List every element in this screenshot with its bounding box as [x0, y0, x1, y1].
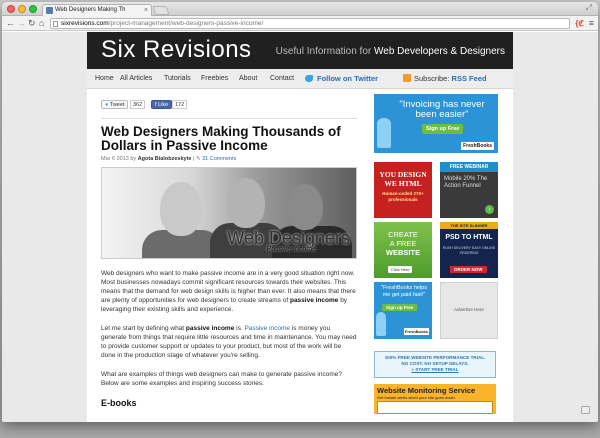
green-website: WEBSITE: [385, 248, 421, 257]
like-label: Like: [158, 102, 169, 108]
p1-text-b: by leveraging their existing skills and experience.: [101, 297, 348, 313]
monitor-screenshot: [377, 401, 493, 414]
psd-title: PSD TO HTML: [445, 234, 493, 241]
paragraph-1: [101, 269, 357, 314]
back-arrow-icon[interactable]: ←: [6, 18, 15, 28]
p2-text-c: is money you generate from things that require little resources and time in maintenance. You may need to provide customer support or updates to your product, but most of the work will be done in the production stage of whatever you're selling.: [101, 325, 357, 359]
psd-order-button[interactable]: ORDER NOW: [450, 266, 487, 273]
tweet-label: Tweet: [109, 102, 125, 108]
paragraph-2: [101, 324, 357, 360]
ad-performance-trial[interactable]: [374, 351, 496, 378]
ad-webinar[interactable]: [440, 162, 498, 218]
site-nav: [87, 69, 513, 89]
web-page: [87, 32, 513, 422]
divider: [101, 118, 357, 119]
advertise-label: Advertise Here: [454, 307, 484, 312]
ad-psd-to-html[interactable]: [440, 222, 498, 278]
nav-home[interactable]: Home: [95, 75, 114, 82]
ad-create-website[interactable]: [374, 222, 432, 278]
mascot-icon: [377, 118, 391, 148]
article-date: Mar 6 2013 by: [101, 156, 138, 162]
like-button[interactable]: [151, 100, 172, 109]
perf-line-1: 100% FREE WEBSITE PERFORMANCE TRIAL.: [384, 355, 486, 360]
invoice-signup-button[interactable]: Sign up Free: [422, 124, 463, 134]
article: [101, 90, 357, 408]
freshbooks-logo: FreshBooks: [463, 143, 492, 149]
scroll-to-top-icon[interactable]: [581, 406, 590, 414]
p2-text-a: Let me start by defining what: [101, 325, 186, 332]
minimize-window-button[interactable]: [18, 5, 26, 13]
monitor-title: Website Monitoring Service: [377, 386, 476, 395]
perf-line-2: NO COST. NO SETUP DELAYS.: [401, 361, 469, 366]
section-heading-ebooks: E-books: [101, 398, 137, 408]
paragraph-3: What are examples of things web designers can make to generate passive income? Below are some examples and inspiring success stories.: [101, 371, 342, 387]
forward-arrow-icon[interactable]: →: [17, 18, 26, 28]
webinar-header: FREE WEBINAR: [440, 162, 498, 172]
nav-freebies[interactable]: Freebies: [201, 75, 229, 82]
p1-bold: passive income: [289, 297, 339, 304]
extension-icon[interactable]: {ℭ: [575, 19, 584, 28]
page-icon: [53, 21, 58, 27]
reload-icon[interactable]: ↻: [28, 18, 36, 28]
address-bar[interactable]: [50, 18, 570, 29]
green-create: CREATE: [388, 230, 418, 239]
p2-text-b: is.: [234, 325, 245, 332]
rss-feed-link[interactable]: RSS Feed: [451, 74, 487, 83]
ad-grid: [374, 162, 514, 339]
freshbooks-small-logo: FreshBooks: [404, 329, 428, 334]
twitter-link[interactable]: [305, 74, 378, 83]
nav-all-articles[interactable]: All Articles: [120, 75, 153, 82]
freshbooks-ad[interactable]: [374, 94, 498, 153]
fb-quote: "FreshBooks helps me get paid fast!": [381, 285, 427, 298]
twitter-bird-icon: [305, 75, 313, 82]
comments-link[interactable]: 31 Comments: [202, 156, 237, 162]
nav-about[interactable]: About: [239, 75, 258, 82]
fullscreen-icon[interactable]: ⤢: [585, 3, 592, 12]
arrow-right-icon: ›: [485, 205, 494, 214]
tweet-button[interactable]: [101, 100, 128, 109]
passive-income-link[interactable]: Passive income: [244, 325, 290, 332]
red-ad-headline: YOU DESIGN WE HTML: [379, 170, 427, 188]
nav-contact[interactable]: Contact: [270, 75, 295, 82]
person-2-face: [227, 178, 265, 228]
url-host: sixrevisions.com: [61, 20, 109, 27]
tagline-part1: Useful Information for: [275, 46, 374, 57]
content-area: [87, 90, 513, 422]
person-1-face: [160, 182, 202, 236]
nav-tutorials[interactable]: Tutorials: [164, 75, 191, 82]
hero-subtitle: Passive Income: [266, 246, 316, 253]
ad-you-design[interactable]: [374, 162, 432, 218]
hero-image: [101, 167, 357, 259]
browser-toolbar: [2, 16, 598, 31]
monitor-subtext: Get instant alerts when your site goes down.: [377, 395, 456, 400]
favicon-icon: [46, 7, 53, 14]
tagline-part2: Web Developers & Designers: [374, 46, 505, 57]
rss-icon: [403, 74, 411, 82]
bird-small-icon: ●: [105, 102, 109, 108]
site-tagline: [276, 46, 505, 57]
invoice-quote: "Invoicing has never been easier": [399, 99, 485, 120]
green-ad-text: [376, 230, 430, 257]
p1-text-a: Web designers who want to make passive income are in a very good situation right now. Most businesses nowadays commit significant resources towards their websites. This means that the demand for web design skills is higher than ever. It also means that there are plenty of opportunities for web designers to create streams of: [101, 270, 356, 304]
share-row: [101, 90, 357, 114]
p2-bold: passive income: [185, 325, 235, 332]
mascot-small-icon: [376, 312, 386, 336]
tweet-count: 362: [130, 100, 145, 109]
fb-signup-button[interactable]: Sign up Free: [382, 304, 417, 311]
green-ad-button[interactable]: Click Here: [388, 266, 412, 273]
ad-website-monitoring[interactable]: [374, 384, 496, 414]
tab-close-icon[interactable]: ×: [143, 7, 148, 14]
tab-title: Web Designers Making Th: [55, 7, 126, 13]
like-count: 172: [172, 100, 187, 109]
article-meta: Mar 6 2013 by Agota Bialobzeskyte | ✎ 31 Comments: [101, 156, 237, 162]
perf-start-trial-link[interactable]: » START FREE TRIAL: [411, 367, 459, 372]
url-path: /project-management/web-designers-passive-income/: [108, 20, 264, 27]
maximize-window-button[interactable]: [29, 5, 37, 13]
twitter-label: Follow on Twitter: [317, 74, 379, 83]
person-3-face: [287, 184, 323, 230]
home-icon[interactable]: ⌂: [39, 18, 45, 28]
browser-window: [2, 2, 598, 422]
facebook-icon: f: [155, 102, 157, 108]
menu-icon[interactable]: ≡: [588, 18, 594, 28]
title-bar: [2, 2, 598, 16]
browser-tab[interactable]: [42, 4, 152, 16]
new-tab-button[interactable]: [152, 6, 169, 15]
subscribe-label: Subscribe:: [414, 74, 450, 83]
ad-freshbooks-small[interactable]: [374, 282, 432, 339]
author-link[interactable]: Agota Bialobzeskyte: [137, 156, 192, 162]
rss-subscribe[interactable]: [403, 74, 487, 83]
hero-title: Web Designers: [227, 228, 350, 248]
webinar-body: Mobile 20% The Action Funnel: [444, 176, 488, 189]
psd-header: THE SITE SLINGER: [440, 222, 498, 229]
psd-subtext: RUSH DELIVERY EASY ONLINE ORDERING: [442, 246, 496, 255]
comment-icon: ✎: [195, 156, 201, 162]
green-a-free: A FREE: [389, 239, 417, 248]
red-ad-subtext: Human-coded 270+ professionals: [382, 191, 424, 202]
site-logo[interactable]: Six Revisions: [101, 36, 252, 63]
site-header: [87, 32, 513, 69]
ad-advertise-here[interactable]: [440, 282, 498, 339]
page-viewport: [2, 32, 598, 422]
article-title: Web Designers Making Thousands of Dollars in Passive Income: [101, 124, 341, 153]
close-window-button[interactable]: [7, 5, 15, 13]
sidebar: [374, 94, 514, 414]
